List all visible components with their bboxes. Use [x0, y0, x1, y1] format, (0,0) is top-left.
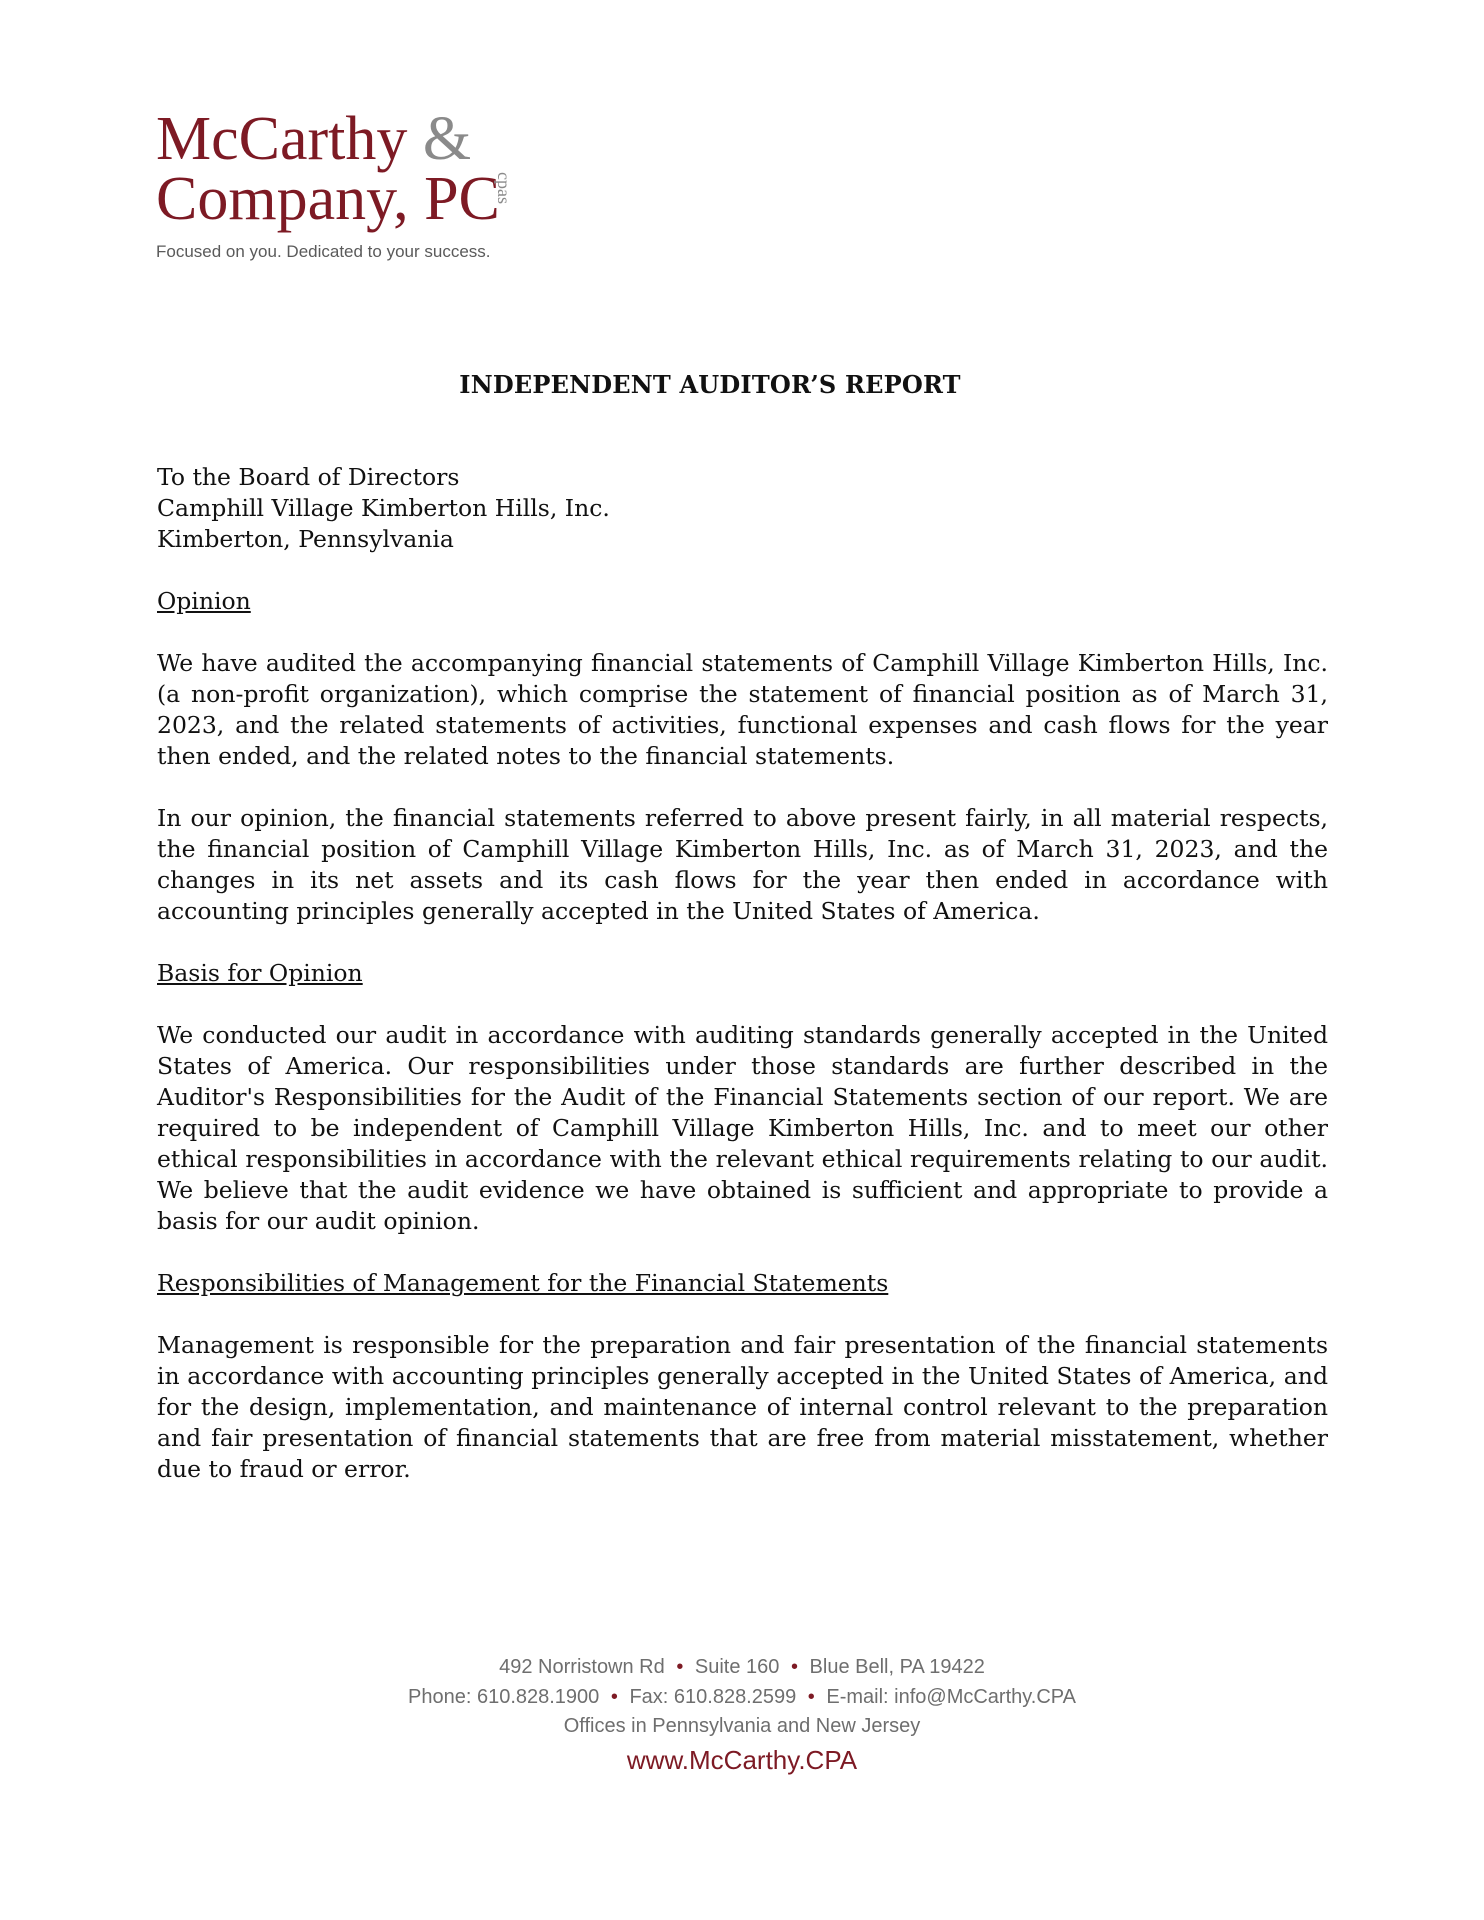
report-title: INDEPENDENT AUDITOR’S REPORT	[459, 370, 961, 399]
footer-address-line	[0, 1653, 1484, 1683]
logo-line-1	[156, 105, 472, 173]
logo-name-text: McCarthy	[156, 105, 408, 173]
report-body	[157, 462, 1328, 1516]
footer-bullet: •	[807, 1685, 815, 1708]
basis-heading: Basis for Opinion	[157, 959, 363, 987]
footer-suite: Suite 160	[694, 1656, 780, 1678]
footer-bullet: •	[610, 1685, 618, 1708]
footer-contact-line	[0, 1683, 1484, 1713]
footer-bullet: •	[676, 1656, 684, 1678]
addressee-line-2: Camphill Village Kimberton Hills, Inc.	[157, 494, 610, 522]
logo-tagline: Focused on you. Dedicated to your success.	[156, 242, 491, 261]
footer-street: 492 Norristown Rd	[499, 1656, 665, 1678]
logo-line-2	[156, 165, 500, 233]
opinion-heading: Opinion	[157, 587, 251, 615]
footer-fax: Fax: 610.828.2599	[629, 1685, 797, 1708]
logo-ampersand: &	[422, 105, 472, 173]
logo-company-text: Company, PC	[156, 165, 500, 233]
management-paragraph-1: Management is responsible for the preparation and fair presentation of the financial statements in accordance with accounting principles generally accepted in the United States of America, and for the design, implementation, and maintenance of internal control relevant to the preparation and fair presentation of financial statements that are free from material misstatement, whether due to fraud or error.	[157, 1331, 1328, 1483]
footer-offices: Offices in Pennsylvania and New Jersey	[563, 1715, 921, 1737]
management-heading: Responsibilities of Management for the Financial Statements	[157, 1269, 889, 1297]
footer-website-link[interactable]: www.McCarthy.CPA	[626, 1744, 858, 1775]
basis-paragraph-1: We conducted our audit in accordance with auditing standards generally accepted in the United States of America. Our responsibilities under those standards are further described in the Auditor's Responsibilities for the Audit of the Financial Statements section of our report. We are required to be independent of Camphill Village Kimberton Hills, Inc. and to meet our other ethical responsibilities in accordance with the relevant ethical requirements relating to our audit. We believe that the audit evidence we have obtained is sufficient and appropriate to provide a basis for our audit opinion.	[157, 1021, 1328, 1235]
opinion-paragraph-2: In our opinion, the financial statements referred to above present fairly, in all material respects, the financial position of Camphill Village Kimberton Hills, Inc. as of March 31, 2023, and the changes in its net assets and its cash flows for the year then ended in accordance with accounting principles generally accepted in the United States of America.	[157, 804, 1328, 925]
footer-bullet: •	[790, 1656, 798, 1678]
opinion-paragraph-1: We have audited the accompanying financial statements of Camphill Village Kimberton Hills, Inc. (a non-profit organization), which comprise the statement of financial position as of March 31, 2023, and the related statements of activities, functional expenses and cash flows for the year then ended, and the related notes to the financial statements.	[157, 649, 1328, 770]
footer-city: Blue Bell, PA 19422	[809, 1656, 985, 1678]
addressee-line-1: To the Board of Directors	[157, 463, 460, 491]
addressee-line-3: Kimberton, Pennsylvania	[157, 525, 454, 553]
letterhead-footer	[0, 1653, 1484, 1778]
logo-cpas-text: cpas	[494, 172, 514, 204]
footer-phone: Phone: 610.828.1900	[408, 1685, 600, 1708]
footer-email[interactable]: E-mail: info@McCarthy.CPA	[826, 1685, 1076, 1708]
addressee-block	[157, 462, 1328, 555]
